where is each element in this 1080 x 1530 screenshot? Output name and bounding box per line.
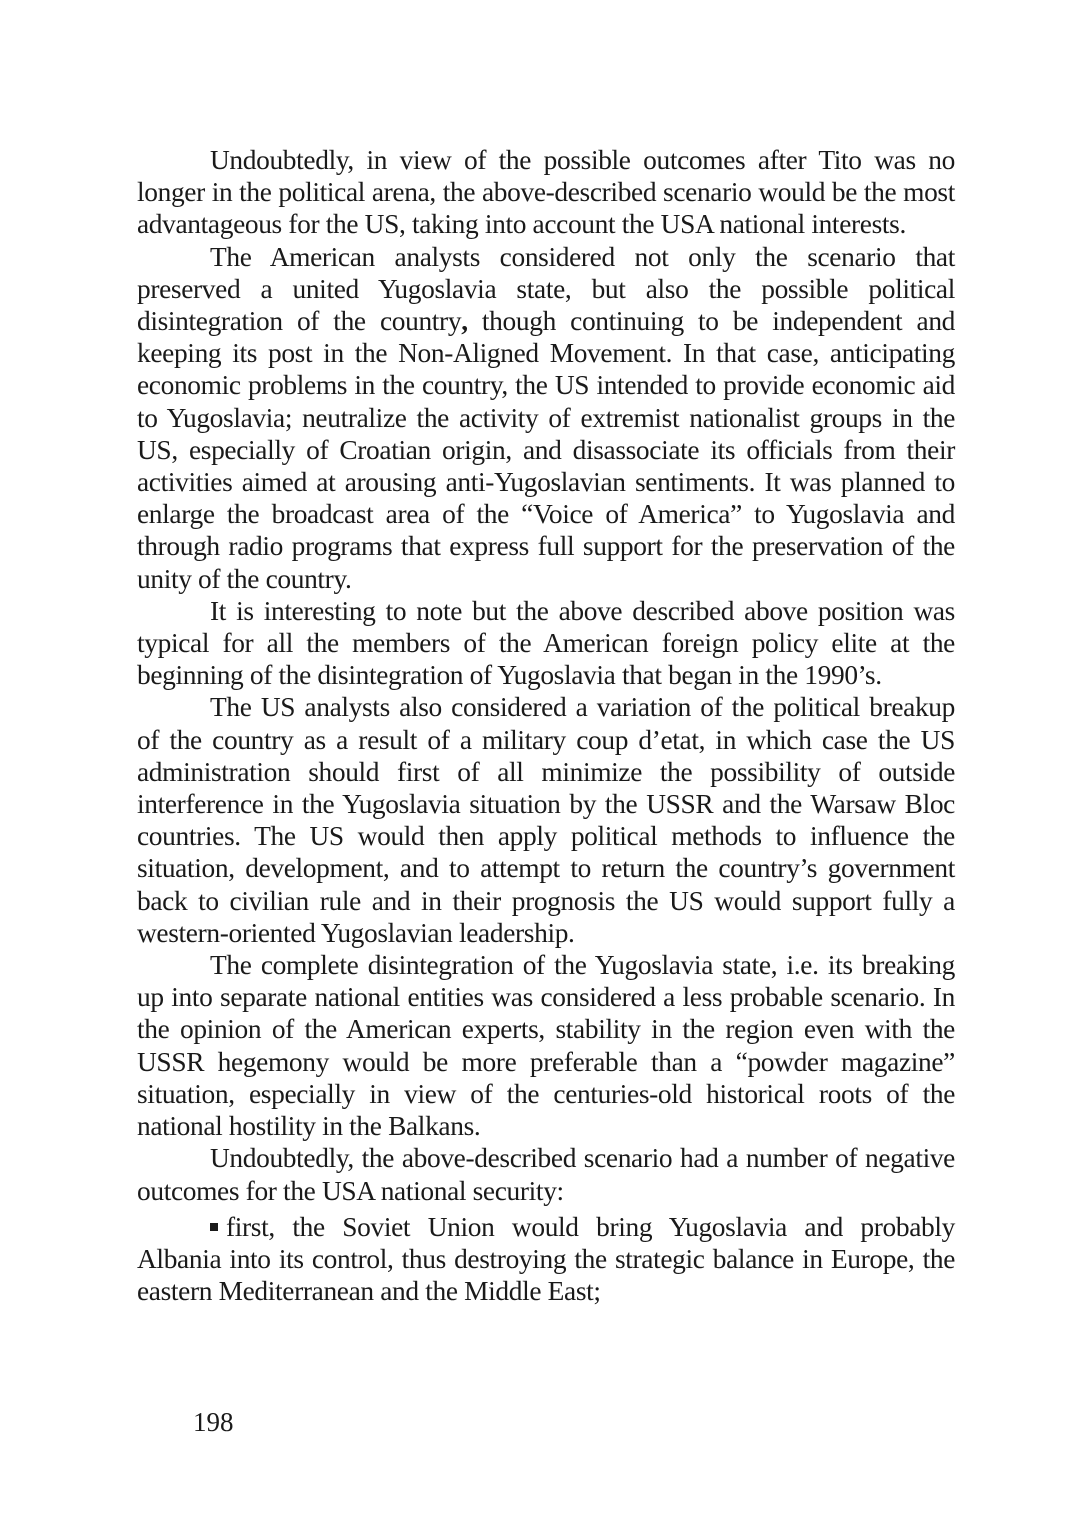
paragraph-2-part-1: The American analysts considered not only the scenario that preserved a united Yugoslavia state, but also the possible political disintegration of the country — [137, 241, 955, 337]
paragraph-5: The complete disintegration of the Yugoslavia state, i.e. its breaking up into separate national entities was considered a less probable scenario. In the opinion of the American experts, stability in the region even with the USSR hegemony would be more preferable than a “powder magazine” situation, especially in view of the centuries-old historical roots of the national hostility in the Balkans. — [137, 950, 955, 1142]
paragraph-6: Undoubtedly, the above-described scenario had a number of negative outcomes for the USA national security: — [137, 1143, 955, 1206]
paragraph-4: The US analysts also considered a variation of the political breakup of the country as a result of a military coup d’etat, in which case the US administration should first of all minimize the possibility of outside interference in the Yugoslavia situation by the USSR and the Warsaw Bloc countries. The US would then apply political methods to influence the situation, development, and to attempt to return the country’s government back to civilian rule and in their prognosis the US would support fully a western-oriented Yugoslavian leadership. — [137, 692, 955, 948]
square-bullet-icon — [210, 1223, 218, 1231]
document-page — [137, 144, 955, 1307]
bold-comma: , — [461, 306, 468, 337]
bullet-item-1 — [137, 1211, 955, 1308]
paragraph-2-part-2: though continuing to be independent and keeping its post in the Non-Aligned Movement. In that case, anticipating economic problems in the country, the US intended to provide economic aid to Yugoslavia; neutralize the activity of extremist nationalist groups in the US, especially of Croatian origin, and disassociate its officials from their activities aimed at arousing anti-Yugoslavian sentiments. It was planned to enlarge the broadcast area of the “Voice of America” to Yugoslavia and through radio programs that express full support for the preservation of the unity of the country. — [137, 306, 956, 594]
page-number: 198 — [193, 1407, 234, 1437]
bullet-item-text: first, the Soviet Union would bring Yugoslavia and probably Albania into its control, thus destroying the strategic balance in Europe, the eastern Mediterranean and the Middle East; — [137, 1211, 955, 1307]
paragraph-2 — [137, 241, 955, 595]
paragraph-3: It is interesting to note but the above described above position was typical for all the members of the American foreign policy elite at the beginning of the disintegration of Yugoslavia that began in the 1990’s. — [137, 595, 955, 691]
paragraph-1: Undoubtedly, in view of the possible outcomes after Tito was no longer in the political arena, the above-described scenario would be the most advantageous for the US, taking into account the USA national interests. — [137, 145, 955, 240]
